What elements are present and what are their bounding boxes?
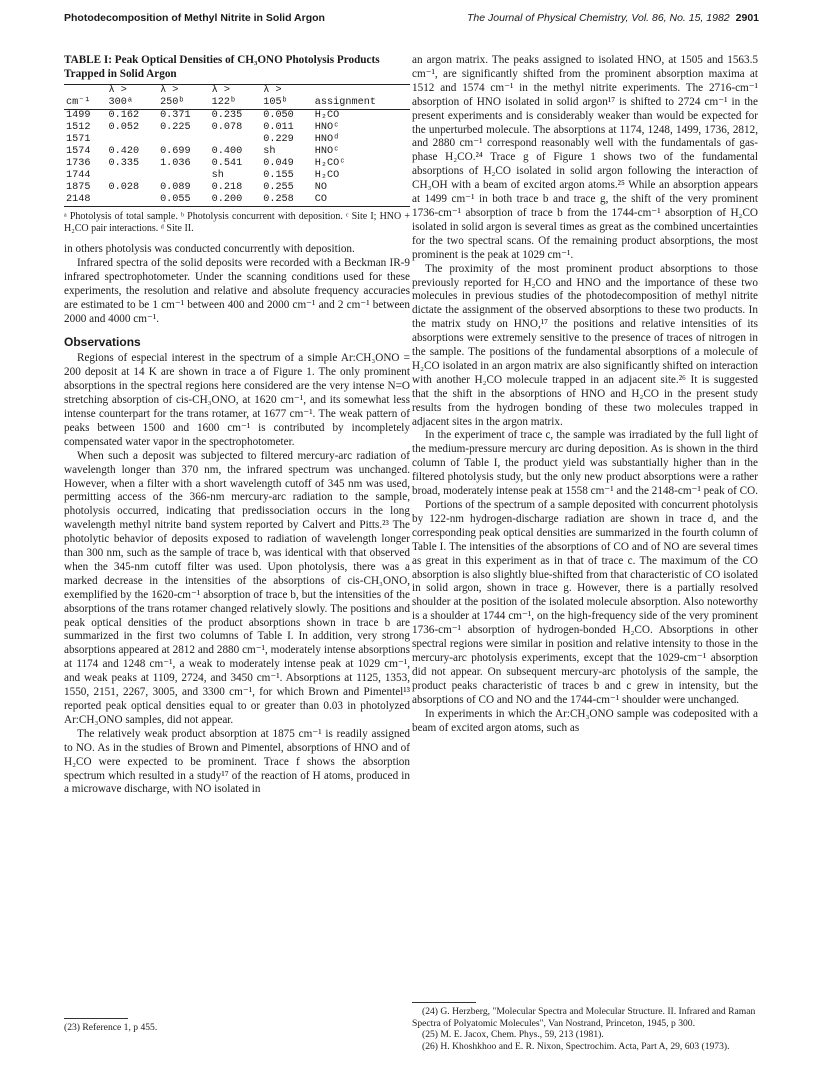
table-cell: 0.371 (160, 110, 191, 121)
table-cell (106, 194, 158, 207)
table-cell: 0.155 (263, 170, 294, 181)
table-cell: 0.218 (211, 182, 243, 193)
table-header: 122ᵇ (210, 97, 262, 110)
table-cell: H₂COᶜ (314, 158, 346, 169)
table-cell: sh (211, 170, 224, 181)
header-journal (467, 12, 759, 24)
references-rule (412, 1002, 476, 1003)
table-cell: 0.235 (211, 110, 243, 121)
table-cell: 0.162 (108, 110, 140, 121)
table-footnotes: ᵃ Photolysis of total sample. ᵇ Photolysis concurrent with deposition. ᶜ Site I; HNO + H₂CO pair interactions. ᵈ Site II. (64, 211, 410, 234)
reference: (26) H. Khoshkhoo and E. R. Nixon, Spectrochim. Acta, Part A, 29, 603 (1973). (422, 1040, 730, 1052)
table-cell: 0.089 (160, 182, 191, 193)
table-cell: HNOᵈ (314, 134, 340, 145)
table-row (64, 182, 410, 194)
table-cell: 0.055 (158, 194, 210, 207)
table-cell: 0.335 (108, 158, 140, 169)
left-footnote (64, 1018, 410, 1034)
table-row (64, 146, 410, 158)
header-journal-name: The Journal of Physical Chemistry, Vol. 86, No. 15, 1982 (467, 12, 730, 24)
table-cell: 0.028 (108, 182, 140, 193)
paragraph: The proximity of the most prominent product absorptions to those previously reported for H₂CO and HNO and the importance of these two molecules in previous studies of the photodecomposition of methyl nitrite dictate the assignment of the observed absorptions to these two products. In the matrix study on HNO,¹⁷ the positions and relative intensities of its absorptions were extremely sensitive to the presence of traces of nitrogen in the sample. The positions of the fundamental absorptions of a molecule of H₂CO isolated in an argon matrix are also significantly shifted on interaction with another H₂CO molecule trapped in an adjacent site.²⁶ It is suggested that the shift in the absorptions of HNO and H₂CO in the present study results from the hydrogen bonding of these two molecules trapped in adjacent sites in the argon matrix. (412, 262, 758, 428)
table-cell: sh (263, 146, 276, 157)
page-number: 2901 (735, 12, 759, 24)
footnote-text: (23) Reference 1, p 455. (64, 1022, 158, 1033)
table-cell: 0.420 (108, 146, 140, 157)
table-row (64, 170, 410, 182)
table-cell: 0.049 (263, 158, 294, 169)
paragraph: In the experiment of trace c, the sample was irradiated by the full light of the medium-pressure mercury arc during deposition. As is shown in the third column of Table I, the product yield was substantially higher than in the filtered photolysis study, but the only new product absorptions were a rather broad, moderately intense peak at 1558 cm⁻¹ and the 2148-cm⁻¹ peak of CO. (412, 429, 758, 498)
section-heading: Observations (64, 335, 141, 350)
reference: (25) M. E. Jacox, Chem. Phys., 59, 213 (1981). (422, 1029, 604, 1040)
data-table (64, 84, 410, 207)
table-header: 105ᵇ (261, 97, 313, 110)
table-cell: H₂CO (314, 110, 340, 121)
paragraph: When such a deposit was subjected to filtered mercury-arc radiation of wavelength longer than 370 nm, the infrared spectrum was unchanged. However, when a filter with a short wavelength cutoff of 345 nm was used, permitting access of the 366-nm mercury-arc radiation to the sample, photolysis occurred, indicating that predissociation occurs in the long wavelength methyl nitrite band system reported by Calvert and Pitts.²³ The photolytic behavior of deposits exposed to radiation of wavelength longer than 300 nm, such as the sample of trace b, was identical with that observed when the 345-nm cutoff filter was used. Upon photolysis, there was a marked decrease in the intensities of the absorptions of cis-CH₃ONO, exemplified by the 1620-cm⁻¹ absorption of trace b, but the intensities of the absorptions of the trans rotamer changed relatively slowly. The positions and peak optical densities of the product absorptions shown in trace b are summarized in the first two columns of Table I. In addition, very strong absorptions appeared at 2812 and 2880 cm⁻¹, moderately intense absorptions at 1174 and 1248 cm⁻¹, a weak to moderately intense peak at 1029 cm⁻¹, and weak peaks at 1109, 2724, and 3450 cm⁻¹. Absorptions at 1125, 1353, 1550, 2151, 2267, 3005, and 3300 cm⁻¹, for which Brown and Pimentel¹³ reported peak optical densities equal to or greater than 0.03 in photolyzed Ar:CH₃ONO samples, did not appear. (64, 449, 410, 726)
table-row (64, 194, 410, 207)
table-row (64, 134, 410, 146)
paragraph: Regions of especial interest in the spectrum of a simple Ar:CH₃ONO = 200 deposit at 14 K are shown in trace a of Figure 1. The only prominent absorptions in the spectral regions here considered are the very intense N=O stretching absorption of cis-CH₃ONO, at 1620 cm⁻¹, and its somewhat less intense counterpart for the trans rotamer, at 1677 cm⁻¹. The weak pattern of peaks between 1500 and 1600 cm⁻¹ is contributed by incompletely compensated water vapor in the spectrophotometer. (64, 352, 410, 448)
table-cell: 0.400 (211, 146, 243, 157)
table-header: 300ᵃ (106, 97, 158, 110)
table-cell: 1736 (66, 158, 91, 169)
reference: (24) G. Herzberg, "Molecular Spectra and Molecular Structure. II. Infrared and Raman Spectra of Polyatomic Molecules", Van Nostrand, Princeton, 1945, p 300. (412, 1006, 756, 1029)
paragraph: Infrared spectra of the solid deposits were recorded with a Beckman IR-9 infrared spectrophotometer. Under the scanning conditions used for these experiments, the resolution and relative and absolute frequency accuracies are estimated to be 1 cm⁻¹ between 400 and 2000 cm⁻¹ and 2 cm⁻¹ between 2000 and 4000 cm⁻¹. (64, 256, 410, 325)
left-column (64, 54, 410, 797)
table-cell: 0.229 (263, 134, 294, 145)
table-header-top: λ > (210, 85, 262, 98)
table-row (64, 158, 410, 170)
paragraph: in others photolysis was conducted concurrently with deposition. (64, 243, 355, 255)
table-cell: 1744 (66, 170, 91, 181)
table-cell: 2148 (64, 194, 106, 207)
table-cell: 0.011 (263, 122, 294, 133)
table-header: cm⁻¹ (64, 97, 106, 110)
footnote-rule (64, 1018, 128, 1019)
table-cell: 1574 (66, 146, 91, 157)
table-header: 250ᵇ (158, 97, 210, 110)
references (412, 1002, 758, 1052)
table-cell: HNOᶜ (314, 122, 340, 133)
table-cell: 0.200 (210, 194, 262, 207)
table-row (64, 110, 410, 123)
paragraph: an argon matrix. The peaks assigned to isolated HNO, at 1505 and 1563.5 cm⁻¹, are significantly shifted from the prominent absorption maxima at 1512 and 1574 cm⁻¹ in the methyl nitrite experiments. The 2716-cm⁻¹ absorption of HNO isolated in solid argon¹⁷ is shifted to 2724 cm⁻¹ in the present experiments and is considerably weaker than would be expected for the unperturbed molecule. The absorptions at 1174, 1248, 1499, 1736, 2812, and 2880 cm⁻¹ correspond reasonably well with the fundamentals of gas-phase H₂CO.²⁴ Trace g of Figure 1 shows two of the fundamental absorptions of H₂CO isolated in solid argon following the interaction of CH₃OH with a beam of excited argon atoms.²⁵ While an absorption appears at 1499 cm⁻¹ in both trace b and trace g, the shift of the very prominent 1736-cm⁻¹ absorption of trace b from the 1744-cm⁻¹ absorption of H₂CO isolated in solid argon is several times as great as the combined uncertainties for the two spectral scans. Of the remaining product absorptions, the most prominent is the peak at 1029 cm⁻¹. (412, 54, 758, 261)
table-cell: CO (313, 194, 410, 207)
table-cell: 0.258 (261, 194, 313, 207)
table-cell: 1512 (66, 122, 91, 133)
table-cell: HNOᶜ (314, 146, 340, 157)
table-header-top: λ > (106, 85, 158, 98)
table-cell: 0.050 (263, 110, 294, 121)
table-header-top (313, 85, 410, 98)
paragraph: Portions of the spectrum of a sample deposited with concurrent photolysis by 122-nm hydrogen-discharge radiation are shown in trace d, and the corresponding peak optical densities are summarized in the fourth column of Table I. The intensities of the absorptions of CO and of NO are several times as great in this experiment as in that of trace c. The maximum of the CO absorption is also slightly blue-shifted from that characteristic of CO isolated in solid argon, shown in trace g. However, there is a partially resolved shoulder at the position of the isolated molecule absorption. Also noteworthy is a shoulder at 1744 cm⁻¹, on the high-frequency side of the very prominent 1736-cm⁻¹ absorption of hydrogen-bonded H₂CO. Absorptions in other spectral regions were similar in position and relative intensity to those in the mercury-arc photolysis experiments, except that the 1029-cm⁻¹ absorption did not appear. On subsequent mercury-arc photolysis of the sample, the product peaks characteristic of traces b and c grew in intensity, but the absorptions of CO and NO and the 1744-cm⁻¹ shoulder were unchanged. (412, 499, 758, 706)
table-header-top: λ > (158, 85, 210, 98)
table-cell: 0.541 (211, 158, 243, 169)
table-cell (158, 170, 210, 182)
table-cell: 0.052 (108, 122, 140, 133)
table-header: assignment (313, 97, 410, 110)
paragraph: In experiments in which the Ar:CH₃ONO sample was codeposited with a beam of excited argon atoms, such as (412, 707, 758, 734)
table-cell (106, 170, 158, 182)
table-cell: 1.036 (160, 158, 191, 169)
table-cell: 1875 (66, 182, 91, 193)
table-cell: H₂CO (314, 170, 340, 181)
table-cell (158, 134, 210, 146)
running-header (64, 12, 759, 30)
table-caption: TABLE I: Peak Optical Densities of CH₃ONO Photolysis Products Trapped in Solid Argon (64, 54, 380, 80)
table-cell: 0.078 (211, 122, 243, 133)
table-cell: 0.225 (160, 122, 191, 133)
right-column (412, 54, 758, 735)
table-cell: NO (314, 182, 328, 193)
table-cell: 1499 (66, 110, 91, 121)
table-cell (210, 134, 262, 146)
header-title: Photodecomposition of Methyl Nitrite in Solid Argon (64, 12, 325, 24)
table-header-top: λ > (261, 85, 313, 98)
paragraph: The relatively weak product absorption at 1875 cm⁻¹ is readily assigned to NO. As in the studies of Brown and Pimentel, absorptions of HNO and of H₂CO were expected to be prominent. Trace f shows the absorption spectrum which resulted in a study¹⁷ of the reaction of H atoms, produced in a microwave discharge, with NO isolated in (64, 727, 410, 796)
table-cell: 0.699 (160, 146, 191, 157)
table-cell: 0.255 (263, 182, 294, 193)
table-cell: 1571 (66, 134, 91, 145)
table-row (64, 122, 410, 134)
table-cell (106, 134, 158, 146)
table-header-top (64, 85, 106, 98)
